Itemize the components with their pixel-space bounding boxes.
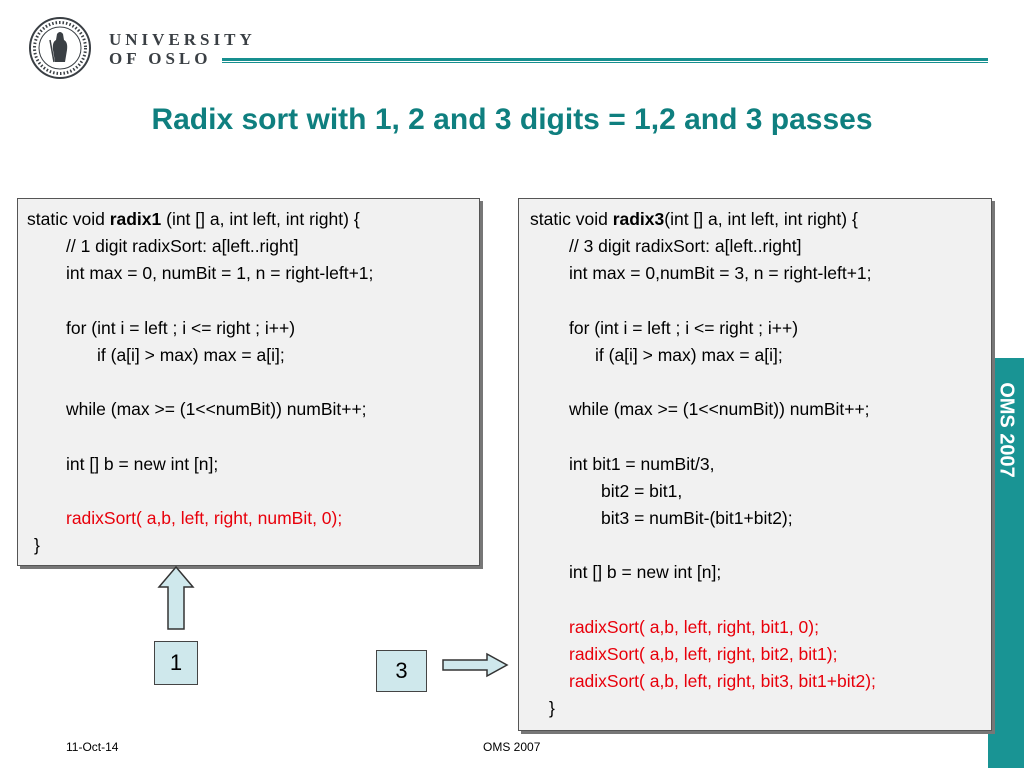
method-name: radix3	[612, 209, 665, 229]
code-line-highlight: radixSort( a,b, left, right, numBit, 0);	[66, 508, 343, 528]
logo-university-text: UNIVERSITY	[109, 30, 256, 49]
label-three: 3	[376, 650, 427, 692]
code-line: int bit1 = numBit/3,	[569, 454, 715, 474]
university-seal-logo	[28, 16, 92, 80]
code-line: while (max >= (1<<numBit)) numBit++;	[569, 399, 870, 419]
right-arrow-icon	[441, 652, 509, 678]
code-line: }	[34, 535, 40, 555]
code-line: int max = 0,numBit = 3, n = right-left+1;	[569, 263, 872, 283]
footer-center: OMS 2007	[483, 740, 541, 754]
header-rule	[222, 58, 988, 64]
logo-of-oslo-text: OF OSLO	[109, 49, 212, 68]
code-line: // 3 digit radixSort: a[left..right]	[569, 236, 802, 256]
code-box-radix1	[17, 198, 480, 566]
code-signature: static void radix3(int [] a, int left, int right) {	[530, 209, 858, 229]
code-line: int max = 0, numBit = 1, n = right-left+1;	[66, 263, 374, 283]
code-line-highlight: radixSort( a,b, left, right, bit3, bit1+bit2);	[569, 671, 876, 691]
footer-date: 11-Oct-14	[66, 740, 119, 754]
up-arrow-icon	[157, 565, 195, 631]
code-line: }	[549, 698, 555, 718]
side-label: OMS 2007	[995, 382, 1018, 478]
code-line: while (max >= (1<<numBit)) numBit++;	[66, 399, 367, 419]
slide-title: Radix sort with 1, 2 and 3 digits = 1,2 and 3 passes	[151, 103, 873, 136]
code-line: int [] b = new int [n];	[569, 562, 722, 582]
code-line: bit2 = bit1,	[601, 481, 683, 501]
code-line: int [] b = new int [n];	[66, 454, 219, 474]
code-line-highlight: radixSort( a,b, left, right, bit1, 0);	[569, 617, 819, 637]
code-signature: static void radix1 (int [] a, int left, int right) {	[27, 209, 360, 229]
code-line: if (a[i] > max) max = a[i];	[97, 345, 285, 365]
code-line: if (a[i] > max) max = a[i];	[595, 345, 783, 365]
code-line-highlight: radixSort( a,b, left, right, bit2, bit1);	[569, 644, 838, 664]
label-one: 1	[154, 641, 198, 685]
code-line: // 1 digit radixSort: a[left..right]	[66, 236, 299, 256]
code-line: bit3 = numBit-(bit1+bit2);	[601, 508, 793, 528]
code-box-radix3	[518, 198, 992, 731]
method-name: radix1	[109, 209, 162, 229]
code-line: for (int i = left ; i <= right ; i++)	[66, 318, 296, 338]
code-line: for (int i = left ; i <= right ; i++)	[569, 318, 799, 338]
